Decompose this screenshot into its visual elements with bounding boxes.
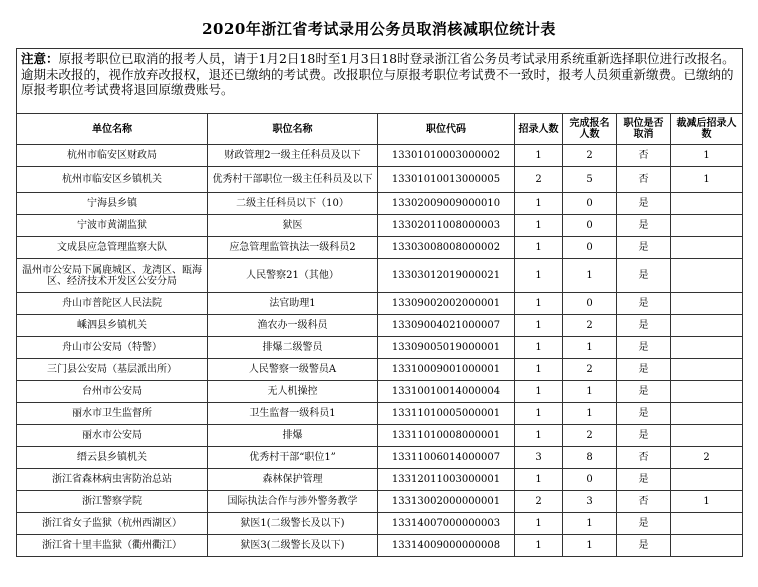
cell-unit: 浙江省十里丰监狱（衢州衢江） xyxy=(17,535,208,557)
cell-reduced: 1 xyxy=(671,145,743,167)
cell-quota: 1 xyxy=(515,359,563,381)
cell-enrolled: 2 xyxy=(563,145,617,167)
cell-cancelled: 是 xyxy=(617,469,671,491)
cell-position: 狱医1(二级警长及以下) xyxy=(208,513,378,535)
cell-unit: 浙江省森林病虫害防治总站 xyxy=(17,469,208,491)
notice-body: 原报考职位已取消的报考人员，请于1月2日18时至1月3日18时登录浙江省公务员考试录用系统重新选择职位进行改报名。逾期未改报的，视作放弃改报权，退还已缴纳的考试费。改报职位与原报考职位考试费不一致时，报考人员须重新缴费。已缴纳的原报考职位考试费将退回原缴费账号。 xyxy=(21,51,735,97)
table-row xyxy=(17,193,743,215)
cell-code: 13311010005000001 xyxy=(378,403,515,425)
cell-reduced xyxy=(671,237,743,259)
cell-unit: 缙云县乡镇机关 xyxy=(17,447,208,469)
notice-text xyxy=(17,49,743,114)
table-header-row xyxy=(17,114,743,145)
cell-code: 13310010014000004 xyxy=(378,381,515,403)
cell-reduced xyxy=(671,513,743,535)
cell-reduced xyxy=(671,215,743,237)
cell-reduced xyxy=(671,381,743,403)
table-row xyxy=(17,337,743,359)
cell-unit: 宁海县乡镇 xyxy=(17,193,208,215)
table-row xyxy=(17,293,743,315)
cell-unit: 嵊泗县乡镇机关 xyxy=(17,315,208,337)
cell-enrolled: 3 xyxy=(563,491,617,513)
cell-quota: 1 xyxy=(515,215,563,237)
cell-enrolled: 8 xyxy=(563,447,617,469)
cell-position: 国际执法合作与涉外警务教学 xyxy=(208,491,378,513)
cell-cancelled: 是 xyxy=(617,259,671,293)
cell-code: 13303008008000002 xyxy=(378,237,515,259)
header-enrolled: 完成报名人数 xyxy=(563,114,617,145)
cell-reduced xyxy=(671,359,743,381)
cell-code: 13312011003000001 xyxy=(378,469,515,491)
cell-cancelled: 是 xyxy=(617,293,671,315)
cell-code: 13302009009000010 xyxy=(378,193,515,215)
cell-code: 13311010008000001 xyxy=(378,425,515,447)
table-row xyxy=(17,259,743,293)
cell-quota: 1 xyxy=(515,425,563,447)
notice-label: 注意： xyxy=(21,51,59,66)
cell-quota: 1 xyxy=(515,337,563,359)
cell-enrolled: 0 xyxy=(563,215,617,237)
cell-reduced xyxy=(671,315,743,337)
cell-enrolled: 1 xyxy=(563,381,617,403)
cell-enrolled: 1 xyxy=(563,535,617,557)
cell-reduced xyxy=(671,403,743,425)
cell-quota: 1 xyxy=(515,315,563,337)
cell-code: 13314009000000008 xyxy=(378,535,515,557)
cell-enrolled: 1 xyxy=(563,337,617,359)
header-reduced: 裁减后招录人数 xyxy=(671,114,743,145)
cell-position: 森林保护管理 xyxy=(208,469,378,491)
cell-unit: 台州市公安局 xyxy=(17,381,208,403)
cell-enrolled: 0 xyxy=(563,193,617,215)
cell-quota: 1 xyxy=(515,513,563,535)
header-quota: 招录人数 xyxy=(515,114,563,145)
table-row xyxy=(17,145,743,167)
cell-quota: 1 xyxy=(515,237,563,259)
cell-reduced xyxy=(671,469,743,491)
cell-position: 排爆二级警员 xyxy=(208,337,378,359)
cell-position: 无人机操控 xyxy=(208,381,378,403)
cell-cancelled: 否 xyxy=(617,167,671,193)
cell-code: 13310009001000001 xyxy=(378,359,515,381)
cell-unit: 文成县应急管理监察大队 xyxy=(17,237,208,259)
cell-quota: 1 xyxy=(515,469,563,491)
cell-position: 渔农办一级科员 xyxy=(208,315,378,337)
cell-enrolled: 0 xyxy=(563,293,617,315)
cell-enrolled: 2 xyxy=(563,425,617,447)
table-row xyxy=(17,403,743,425)
cell-position: 法官助理1 xyxy=(208,293,378,315)
cell-reduced xyxy=(671,535,743,557)
cell-quota: 1 xyxy=(515,293,563,315)
cell-reduced xyxy=(671,293,743,315)
cell-unit: 浙江省女子监狱（杭州西湖区） xyxy=(17,513,208,535)
cell-cancelled: 是 xyxy=(617,513,671,535)
table-row xyxy=(17,513,743,535)
cell-code: 13313002000000001 xyxy=(378,491,515,513)
cell-quota: 1 xyxy=(515,535,563,557)
cell-reduced xyxy=(671,337,743,359)
cell-position: 财政管理2一级主任科员及以下 xyxy=(208,145,378,167)
table-row xyxy=(17,425,743,447)
cell-enrolled: 0 xyxy=(563,237,617,259)
cell-unit: 宁波市黄湖监狱 xyxy=(17,215,208,237)
cell-unit: 丽水市公安局 xyxy=(17,425,208,447)
cell-position: 卫生监督一级科员1 xyxy=(208,403,378,425)
table-row xyxy=(17,469,743,491)
cell-cancelled: 否 xyxy=(617,145,671,167)
cell-reduced xyxy=(671,259,743,293)
cell-cancelled: 否 xyxy=(617,491,671,513)
cell-quota: 1 xyxy=(515,259,563,293)
cell-cancelled: 是 xyxy=(617,337,671,359)
cell-code: 13309005019000001 xyxy=(378,337,515,359)
table-row xyxy=(17,491,743,513)
cell-reduced xyxy=(671,425,743,447)
cell-enrolled: 5 xyxy=(563,167,617,193)
cell-quota: 2 xyxy=(515,167,563,193)
table-row xyxy=(17,359,743,381)
cell-cancelled: 否 xyxy=(617,447,671,469)
cell-unit: 温州市公安局下属鹿城区、龙湾区、瓯海区、经济技术开发区公安分局 xyxy=(17,259,208,293)
table-row xyxy=(17,381,743,403)
cell-position: 应急管理监管执法一级科员2 xyxy=(208,237,378,259)
cell-position: 优秀村干部职位一级主任科员及以下 xyxy=(208,167,378,193)
cell-code: 13314007000000003 xyxy=(378,513,515,535)
cell-quota: 3 xyxy=(515,447,563,469)
cell-unit: 舟山市普陀区人民法院 xyxy=(17,293,208,315)
cell-quota: 1 xyxy=(515,145,563,167)
cell-code: 13301010003000002 xyxy=(378,145,515,167)
cell-enrolled: 0 xyxy=(563,469,617,491)
cell-cancelled: 是 xyxy=(617,425,671,447)
cell-quota: 1 xyxy=(515,403,563,425)
cell-reduced: 1 xyxy=(671,491,743,513)
cell-enrolled: 1 xyxy=(563,403,617,425)
table-row xyxy=(17,237,743,259)
cell-code: 13309004021000007 xyxy=(378,315,515,337)
cell-position: 优秀村干部“职位1” xyxy=(208,447,378,469)
cell-cancelled: 是 xyxy=(617,381,671,403)
cell-cancelled: 是 xyxy=(617,215,671,237)
cell-code: 13303012019000021 xyxy=(378,259,515,293)
cell-unit: 丽水市卫生监督所 xyxy=(17,403,208,425)
cell-reduced: 1 xyxy=(671,167,743,193)
table-row xyxy=(17,167,743,193)
cell-quota: 1 xyxy=(515,381,563,403)
cell-enrolled: 1 xyxy=(563,513,617,535)
cell-quota: 1 xyxy=(515,193,563,215)
cell-unit: 杭州市临安区财政局 xyxy=(17,145,208,167)
header-cancelled: 职位是否取消 xyxy=(617,114,671,145)
cell-cancelled: 是 xyxy=(617,237,671,259)
cell-code: 13309002002000001 xyxy=(378,293,515,315)
cell-unit: 浙江警察学院 xyxy=(17,491,208,513)
header-code: 职位代码 xyxy=(378,114,515,145)
cell-enrolled: 2 xyxy=(563,359,617,381)
positions-table xyxy=(16,48,743,557)
cell-position: 二级主任科员以下（10） xyxy=(208,193,378,215)
cell-unit: 舟山市公安局（特警） xyxy=(17,337,208,359)
page-title: 2020年浙江省考试录用公务员取消核减职位统计表 xyxy=(202,20,556,38)
table-row xyxy=(17,535,743,557)
table-row xyxy=(17,315,743,337)
cell-code: 13301010013000005 xyxy=(378,167,515,193)
cell-unit: 杭州市临安区乡镇机关 xyxy=(17,167,208,193)
cell-cancelled: 是 xyxy=(617,535,671,557)
cell-position: 狱医 xyxy=(208,215,378,237)
cell-unit: 三门县公安局（基层派出所） xyxy=(17,359,208,381)
cell-cancelled: 是 xyxy=(617,359,671,381)
cell-position: 人民警察21（其他） xyxy=(208,259,378,293)
cell-quota: 2 xyxy=(515,491,563,513)
cell-cancelled: 是 xyxy=(617,403,671,425)
cell-enrolled: 1 xyxy=(563,259,617,293)
cell-position: 狱医3(二级警长及以下) xyxy=(208,535,378,557)
cell-cancelled: 是 xyxy=(617,193,671,215)
cell-position: 人民警察一级警员A xyxy=(208,359,378,381)
cell-reduced: 2 xyxy=(671,447,743,469)
cell-code: 13311006014000007 xyxy=(378,447,515,469)
cell-enrolled: 2 xyxy=(563,315,617,337)
table-row xyxy=(17,215,743,237)
cell-code: 13302011008000003 xyxy=(378,215,515,237)
cell-cancelled: 是 xyxy=(617,315,671,337)
header-position: 职位名称 xyxy=(208,114,378,145)
cell-position: 排爆 xyxy=(208,425,378,447)
header-unit: 单位名称 xyxy=(17,114,208,145)
cell-reduced xyxy=(671,193,743,215)
table-row xyxy=(17,447,743,469)
